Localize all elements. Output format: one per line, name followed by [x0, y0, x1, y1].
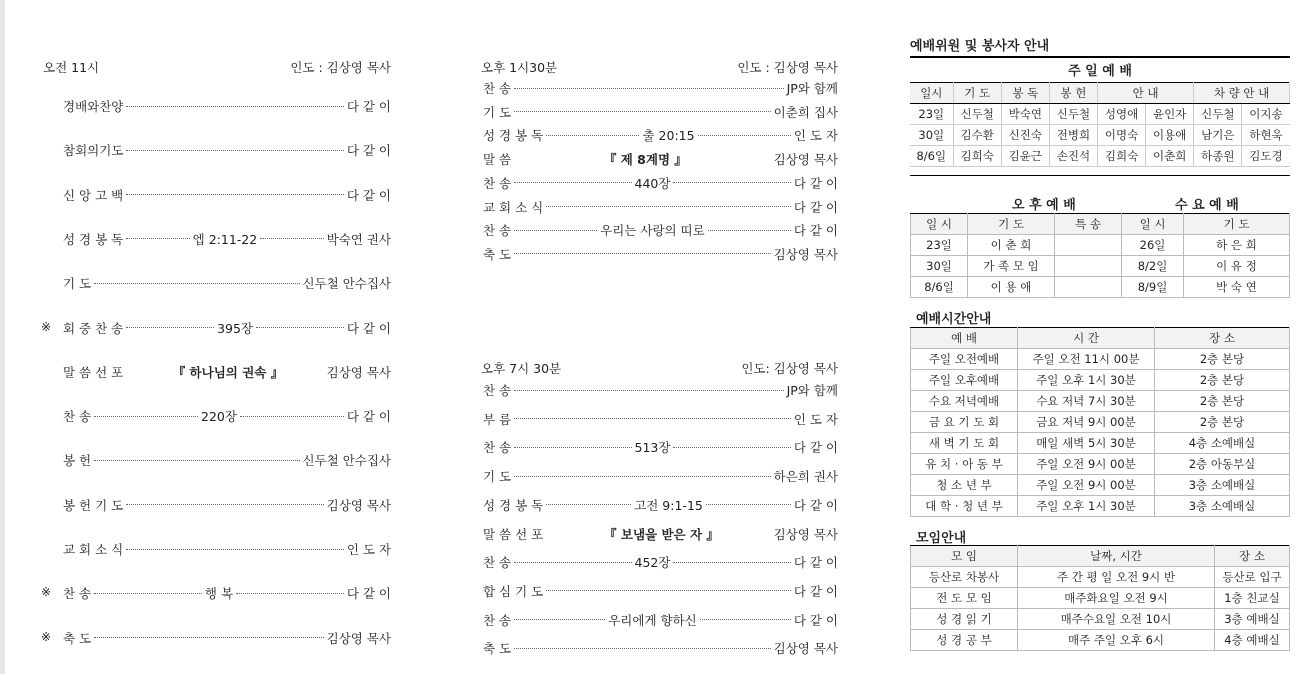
order-item-label: 기 도 [483, 104, 512, 120]
morning-service-leader: 인도 : 김상영 목사 [290, 60, 391, 75]
pm-wed-row-cell: 8/6일 [911, 277, 968, 298]
order-item-person: 인 도 자 [346, 542, 391, 557]
committee-row-cell: 신두철 [1049, 104, 1097, 125]
order-row [63, 540, 391, 558]
committee-header-offering: 봉 헌 [1049, 83, 1097, 104]
meetings-header-name: 모 임 [911, 546, 1018, 567]
order-item-person: 다 같 이 [346, 586, 391, 602]
order-item-label: 기 도 [483, 469, 512, 485]
meetings-row-cell: 등산로 입구 [1215, 567, 1290, 588]
order-row [63, 97, 391, 115]
order-row [483, 150, 838, 168]
schedule-row [911, 496, 1290, 517]
order-row [483, 381, 838, 399]
committee-row-cell: 30일 [910, 125, 953, 146]
order-item-label: 경배와찬양 [63, 99, 124, 114]
order-row [63, 186, 391, 204]
committee-row-cell: 성영애 [1097, 104, 1145, 125]
leader-dots [673, 562, 790, 563]
order-row [483, 553, 838, 571]
committee-row-cell: 이춘희 [1146, 146, 1194, 167]
order-item-label: 부 름 [483, 411, 512, 427]
pm-wed-row-cell: 8/2일 [1122, 256, 1184, 277]
committee-row-cell: 8/6일 [910, 146, 953, 167]
leader-dots [126, 106, 343, 107]
pm-wed-row-cell: 23일 [911, 235, 968, 256]
order-item-label: 봉 헌 기 도 [63, 497, 124, 513]
pm-wed-row [911, 256, 1290, 277]
order-item-person: 인 도 자 [793, 411, 838, 427]
schedule-table [910, 327, 1290, 517]
order-item-person: 다 같 이 [793, 199, 838, 215]
leader-dots [514, 230, 597, 231]
order-item-detail: 440장 [634, 175, 671, 191]
committee-header-date: 일시 [910, 83, 953, 104]
schedule-header-place: 장 소 [1155, 328, 1290, 349]
pm-header-prayer: 기 도 [968, 214, 1055, 235]
order-item-label: 말 씀 [483, 152, 512, 168]
committee-row-cell: 23일 [910, 104, 953, 125]
leader-dots [126, 194, 344, 195]
committee-row-cell: 하종원 [1194, 146, 1242, 167]
afternoon-service-leader: 인도 : 김상영 목사 [737, 60, 838, 75]
order-item-label: 말 씀 선 포 [63, 364, 124, 380]
order-row [483, 198, 838, 216]
pm-wed-row-cell [1055, 235, 1122, 256]
order-item-person: 다 같 이 [793, 440, 838, 456]
schedule-row-cell: 2층 본당 [1155, 412, 1290, 433]
order-item-person: 김상영 목사 [326, 364, 392, 380]
committee-row-cell: 손진석 [1049, 146, 1097, 167]
afternoon-service-header [481, 58, 838, 76]
order-item-label: 찬 송 [483, 81, 512, 96]
order-item-person: 신두철 안수집사 [302, 453, 391, 469]
order-row [483, 103, 838, 121]
committee-row-cell: 남기은 [1194, 125, 1242, 146]
committee-row-cell: 김윤근 [1001, 146, 1049, 167]
leader-dots [126, 238, 189, 239]
meetings-table [910, 545, 1290, 651]
order-item-label: 찬 송 [483, 612, 512, 628]
order-row [483, 496, 838, 514]
order-item-person: 신두철 안수집사 [302, 276, 391, 292]
order-item-detail: 『 제 8계명 』 [603, 152, 687, 168]
schedule-header-time: 시 간 [1018, 328, 1155, 349]
order-item-label: 찬 송 [483, 555, 512, 571]
schedule-row [911, 454, 1290, 475]
committee-title: 예배위원 및 봉사자 안내 [910, 39, 1050, 54]
order-row [63, 496, 391, 514]
order-item-detail: 513장 [634, 440, 671, 456]
order-row [483, 525, 838, 543]
committee-table [910, 82, 1290, 167]
order-item-label: 회 중 찬 송 [63, 320, 124, 336]
leader-dots [514, 476, 771, 477]
schedule-row [911, 433, 1290, 454]
order-item-person: JP와 함께 [786, 383, 838, 398]
order-item-label: 합 심 기 도 [483, 583, 544, 599]
committee-header-vehicle: 차 량 안 내 [1194, 83, 1290, 104]
order-row [483, 639, 838, 657]
pm-wed-row-cell: 가 족 모 임 [968, 256, 1055, 277]
committee-top-rule [910, 56, 1290, 58]
order-item-label: 성 경 봉 독 [483, 128, 544, 144]
order-item-detail: 고전 9:1-15 [634, 497, 703, 513]
committee-row-cell: 전병희 [1049, 125, 1097, 146]
order-row [483, 438, 838, 456]
leader-dots [546, 590, 791, 591]
schedule-row [911, 475, 1290, 496]
leader-dots [700, 619, 791, 620]
leader-dots [673, 182, 790, 183]
leader-dots [94, 283, 299, 284]
order-item-person: 다 같 이 [346, 187, 391, 203]
schedule-row-cell: 수요 저녁예배 [911, 391, 1018, 412]
order-item-detail: 452장 [634, 555, 671, 571]
schedule-row [911, 370, 1290, 391]
meetings-row-cell: 매주화요일 오전 9시 [1018, 588, 1215, 609]
leader-dots [546, 504, 631, 505]
order-item-person: 김상영 목사 [773, 246, 838, 262]
leader-dots [708, 230, 791, 231]
order-item-person: 다 같 이 [793, 612, 838, 628]
schedule-row-cell: 매일 새벽 5시 30분 [1018, 433, 1155, 454]
committee-header-guide: 안 내 [1097, 83, 1193, 104]
schedule-row-cell: 2층 본당 [1155, 391, 1290, 412]
order-row [483, 611, 838, 629]
order-item-person: 하은희 권사 [773, 469, 838, 485]
leader-dots [514, 111, 771, 112]
schedule-header-service: 예 배 [911, 328, 1018, 349]
leader-dots [514, 447, 631, 448]
schedule-row [911, 349, 1290, 370]
left-edge-bar [0, 0, 5, 674]
leader-dots [240, 416, 344, 417]
leader-dots [514, 88, 783, 89]
morning-service-time: 오전 11시 [43, 60, 100, 75]
order-item-label: 성 경 봉 독 [483, 497, 544, 513]
order-item-person: 다 같 이 [346, 99, 391, 114]
leader-dots [706, 504, 791, 505]
schedule-title: 예배시간안내 [916, 312, 992, 327]
leader-dots [514, 648, 771, 649]
meetings-row-cell: 전 도 모 임 [911, 588, 1018, 609]
order-row [63, 584, 391, 602]
order-item-label: 신 앙 고 백 [63, 187, 124, 203]
order-item-person: 인 도 자 [793, 128, 838, 144]
order-row [483, 126, 838, 144]
committee-row-cell: 김희숙 [1097, 146, 1145, 167]
schedule-row-cell: 금 요 기 도 회 [911, 412, 1018, 433]
leader-dots [94, 593, 202, 594]
schedule-row-cell: 2층 본당 [1155, 370, 1290, 391]
order-row [483, 245, 838, 263]
meetings-row [911, 567, 1290, 588]
committee-header-prayer: 기 도 [953, 83, 1001, 104]
order-item-detail: 『 보냄을 받은 자 』 [604, 526, 719, 542]
order-item-person: JP와 함께 [786, 81, 838, 96]
evening-service-time: 오후 7시 30분 [481, 361, 562, 376]
schedule-row-cell: 수요 저녁 7시 30분 [1018, 391, 1155, 412]
order-item-label: 축 도 [483, 641, 512, 657]
pm-wed-row-cell: 박 숙 연 [1184, 277, 1290, 298]
pm-wed-row-cell: 26일 [1122, 235, 1184, 256]
committee-row-cell: 윤인자 [1146, 104, 1194, 125]
order-item-label: 기 도 [63, 276, 92, 292]
meetings-row-cell: 성 경 읽 기 [911, 609, 1018, 630]
order-item-label: 교 회 소 식 [483, 199, 544, 215]
committee-row [910, 104, 1290, 125]
pm-wed-row [911, 235, 1290, 256]
leader-dots [514, 418, 791, 419]
order-item-person: 김상영 목사 [773, 526, 839, 542]
pm-wed-row-cell: 이 용 애 [968, 277, 1055, 298]
meetings-header-place: 장 소 [1215, 546, 1290, 567]
schedule-row-cell: 3층 소예배실 [1155, 475, 1290, 496]
order-row [483, 79, 838, 97]
order-row [483, 174, 838, 192]
leader-dots [514, 182, 631, 183]
evening-service-leader: 인도: 김상영 목사 [741, 361, 838, 376]
pm-wed-row-cell: 하 은 희 [1184, 235, 1290, 256]
order-row [63, 363, 391, 381]
schedule-row-cell: 4층 소예배실 [1155, 433, 1290, 454]
committee-row-cell: 김희숙 [953, 146, 1001, 167]
leader-dots [94, 637, 324, 638]
order-item-label: 축 도 [483, 246, 512, 262]
pm-wed-row [911, 277, 1290, 298]
pm-wed-row-cell: 8/9일 [1122, 277, 1184, 298]
meetings-header-time: 날짜, 시간 [1018, 546, 1215, 567]
pm-wed-row-cell: 이 춘 희 [968, 235, 1055, 256]
committee-header-reading: 봉 독 [1001, 83, 1049, 104]
meetings-row [911, 630, 1290, 651]
order-item-label: 축 도 [63, 630, 92, 646]
leader-dots [126, 549, 344, 550]
schedule-row-cell: 금요 저녁 9시 00분 [1018, 412, 1155, 433]
pm-wed-row-cell: 이 유 정 [1184, 256, 1290, 277]
order-item-person: 김상영 목사 [773, 152, 838, 168]
meetings-row-cell: 3층 예배실 [1215, 609, 1290, 630]
meetings-row-cell: 매주 주일 오후 6시 [1018, 630, 1215, 651]
order-item-label: 찬 송 [63, 586, 92, 602]
schedule-row [911, 391, 1290, 412]
order-item-person: 박숙연 권사 [326, 231, 392, 247]
order-row [63, 407, 391, 425]
schedule-row-cell: 2층 아동부실 [1155, 454, 1290, 475]
meetings-row-cell: 4층 예배실 [1215, 630, 1290, 651]
order-row [63, 451, 391, 469]
schedule-row-cell: 주일 오후 1시 30분 [1018, 370, 1155, 391]
committee-row [910, 125, 1290, 146]
meetings-row-cell: 등산로 차봉사 [911, 567, 1018, 588]
committee-row-cell: 박숙연 [1001, 104, 1049, 125]
leader-dots [126, 504, 323, 505]
pm-wed-row-cell [1055, 256, 1122, 277]
wed-header-prayer: 기 도 [1184, 214, 1290, 235]
wed-header-date: 일 시 [1122, 214, 1184, 235]
order-item-person: 김상영 목사 [326, 497, 391, 513]
order-item-label: 찬 송 [483, 175, 512, 191]
committee-row-cell: 하현욱 [1242, 125, 1290, 146]
order-item-detail: 출 20:15 [642, 128, 695, 144]
committee-row-cell: 김도경 [1242, 146, 1290, 167]
schedule-row-cell: 주일 오전예배 [911, 349, 1018, 370]
wed-service-title: 수 요 예 배 [1175, 198, 1239, 213]
order-item-detail: 엡 2:11-22 [192, 231, 258, 247]
meetings-row-cell: 1층 친교실 [1215, 588, 1290, 609]
leader-dots [514, 253, 771, 254]
order-item-detail: 우리는 사랑의 띠로 [600, 223, 705, 239]
order-item-label: 교 회 소 식 [63, 542, 124, 557]
order-item-label: 찬 송 [483, 440, 512, 456]
afternoon-service-time: 오후 1시30분 [481, 60, 558, 75]
order-item-person: 다 같 이 [346, 320, 392, 336]
schedule-row-cell: 주일 오후예배 [911, 370, 1018, 391]
order-row [63, 274, 391, 292]
order-item-person: 다 같 이 [793, 555, 838, 571]
committee-row-cell: 신두철 [1194, 104, 1242, 125]
order-item-detail: 395장 [217, 320, 253, 336]
order-item-person: 다 같 이 [346, 143, 391, 159]
schedule-row-cell: 주일 오전 11시 00분 [1018, 349, 1155, 370]
order-item-detail: 『 하나님의 권속 』 [172, 364, 284, 380]
order-item-person: 다 같 이 [793, 497, 838, 513]
meetings-title: 모임안내 [916, 531, 967, 546]
order-item-detail: 행 복 [204, 586, 234, 602]
leader-dots [673, 447, 790, 448]
order-item-label: 찬 송 [483, 383, 512, 398]
committee-row-cell: 김수환 [953, 125, 1001, 146]
order-item-label: 말 씀 선 포 [483, 526, 544, 542]
schedule-row-cell: 주일 오후 1시 30분 [1018, 496, 1155, 517]
meetings-row [911, 588, 1290, 609]
leader-dots [236, 593, 344, 594]
required-stand-mark: ※ [41, 629, 52, 644]
schedule-row-cell: 주일 오전 9시 00분 [1018, 475, 1155, 496]
committee-row-cell: 이용애 [1146, 125, 1194, 146]
schedule-row-cell: 2층 본당 [1155, 349, 1290, 370]
committee-row-cell: 신진숙 [1001, 125, 1049, 146]
order-item-label: 참회의기도 [63, 143, 124, 159]
order-item-person: 다 같 이 [346, 409, 391, 425]
committee-bottom-rule [910, 175, 1290, 176]
order-item-person: 다 같 이 [793, 223, 838, 239]
order-row [483, 467, 838, 485]
schedule-row-cell: 유 치 · 아 동 부 [911, 454, 1018, 475]
leader-dots [126, 327, 214, 328]
order-row [63, 319, 391, 337]
order-item-label: 성 경 봉 독 [63, 231, 124, 247]
leader-dots [546, 206, 791, 207]
order-row [483, 410, 838, 428]
leader-dots [94, 416, 198, 417]
order-row [63, 141, 391, 159]
order-item-detail: 우리에게 향하신 [608, 612, 697, 628]
order-item-label: 봉 헌 [63, 453, 92, 469]
leader-dots [256, 327, 344, 328]
order-row [63, 230, 391, 248]
committee-row [910, 146, 1290, 167]
order-row [483, 582, 838, 600]
order-row [483, 221, 838, 239]
committee-row-cell: 신두철 [953, 104, 1001, 125]
schedule-row [911, 412, 1290, 433]
pm-wed-row-cell: 30일 [911, 256, 968, 277]
morning-service-header [43, 58, 391, 76]
leader-dots [514, 619, 605, 620]
leader-dots [514, 562, 631, 563]
meetings-row [911, 609, 1290, 630]
required-stand-mark: ※ [41, 585, 52, 600]
evening-service-header [481, 359, 838, 377]
order-item-person: 다 같 이 [793, 583, 838, 599]
pm-header-date: 일 시 [911, 214, 968, 235]
order-item-detail: 220장 [201, 409, 237, 425]
order-item-person: 김상영 목사 [773, 641, 838, 657]
leader-dots [260, 238, 323, 239]
order-item-label: 찬 송 [63, 409, 92, 425]
committee-row-cell: 이지송 [1242, 104, 1290, 125]
order-row [63, 629, 391, 647]
leader-dots [94, 460, 299, 461]
order-item-person: 김상영 목사 [326, 630, 391, 646]
leader-dots [126, 150, 343, 151]
schedule-row-cell: 3층 소예배실 [1155, 496, 1290, 517]
schedule-row-cell: 새 벽 기 도 회 [911, 433, 1018, 454]
pm-header-special: 특 송 [1055, 214, 1122, 235]
order-item-person: 이춘희 집사 [773, 104, 838, 120]
sunday-service-subtitle: 주 일 예 배 [1068, 64, 1132, 79]
schedule-row-cell: 주일 오전 9시 00분 [1018, 454, 1155, 475]
pm-service-title: 오 후 예 배 [1012, 198, 1076, 213]
schedule-row-cell: 대 학 · 청 년 부 [911, 496, 1018, 517]
leader-dots [698, 135, 791, 136]
meetings-row-cell: 주 간 평 일 오전 9시 반 [1018, 567, 1215, 588]
order-item-person: 다 같 이 [793, 175, 838, 191]
leader-dots [546, 135, 639, 136]
meetings-row-cell: 성 경 공 부 [911, 630, 1018, 651]
leader-dots [514, 390, 783, 391]
meetings-row-cell: 매주수요일 오전 10시 [1018, 609, 1215, 630]
pm-wed-row-cell [1055, 277, 1122, 298]
required-stand-mark: ※ [41, 319, 52, 334]
pm-wed-table [910, 213, 1290, 298]
schedule-row-cell: 청 소 년 부 [911, 475, 1018, 496]
order-item-label: 찬 송 [483, 223, 512, 239]
committee-row-cell: 이명숙 [1097, 125, 1145, 146]
